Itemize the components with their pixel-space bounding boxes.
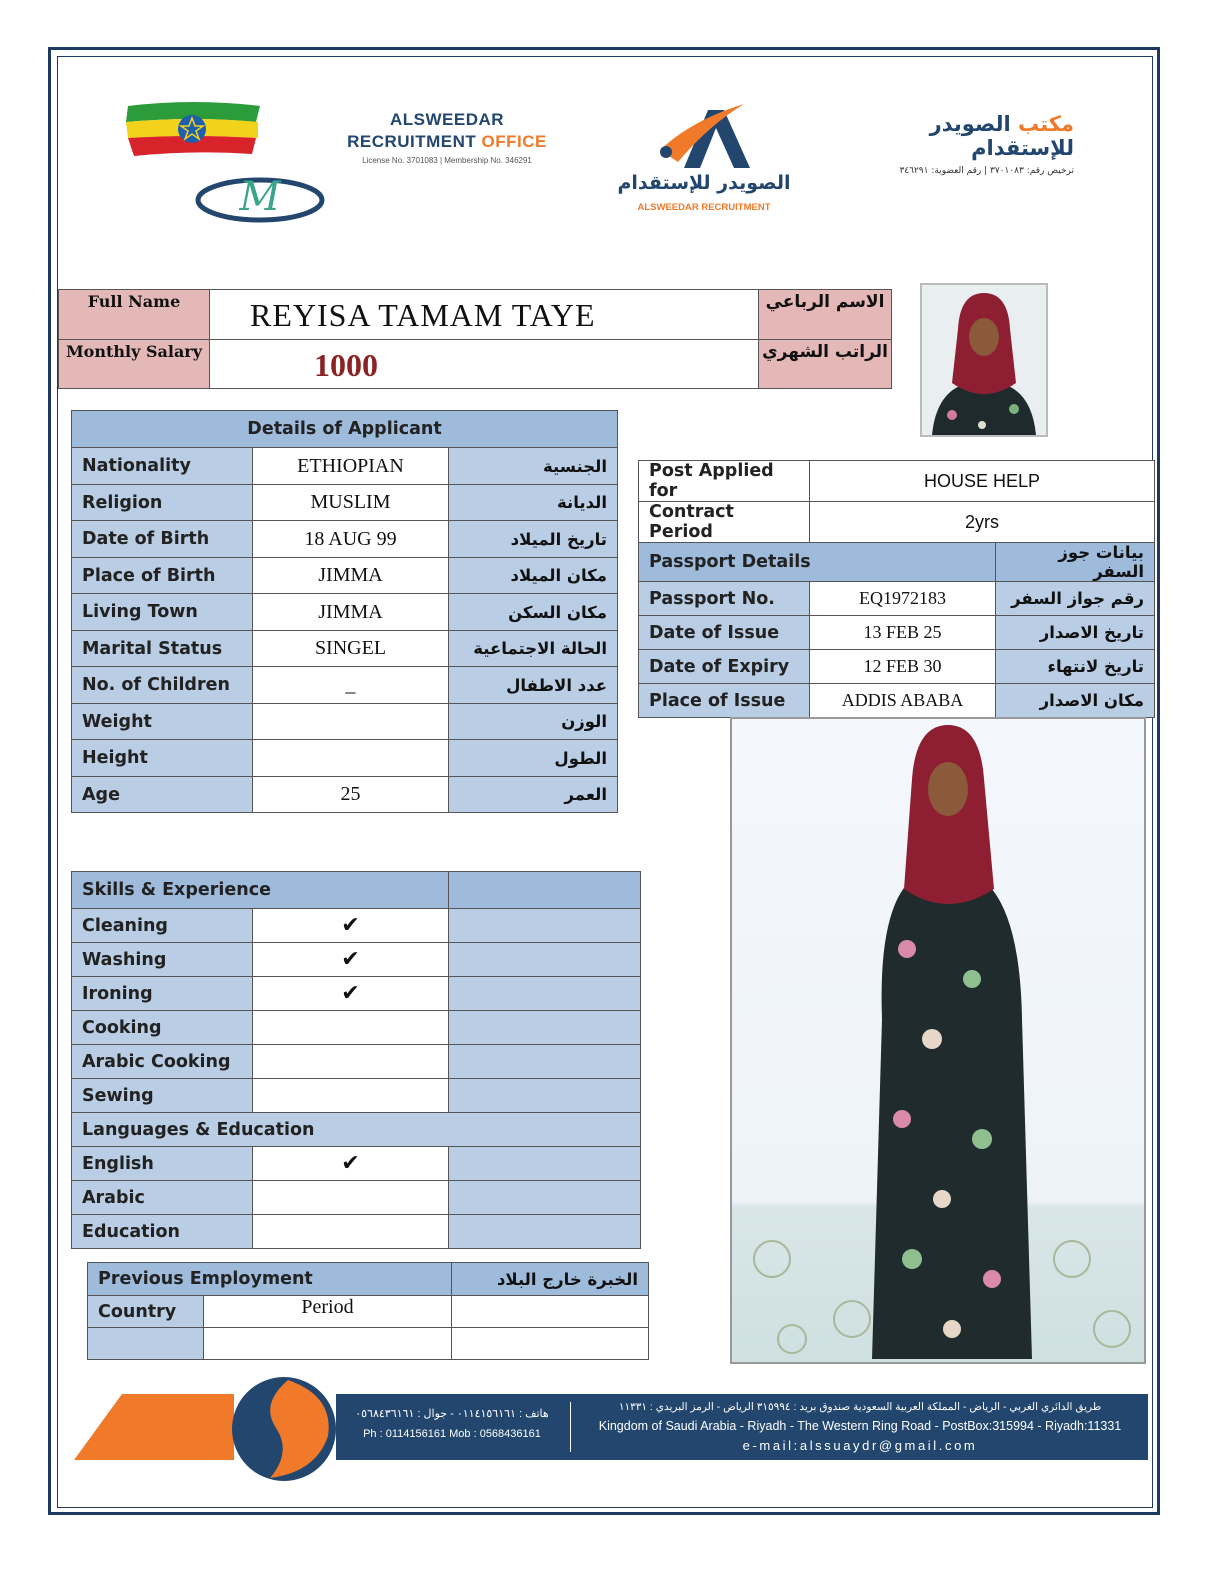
logo-english-text: ALSWEEDAR RECRUITMENT [637,202,771,213]
office-name-block [336,110,558,165]
employment-country-cell [88,1328,204,1360]
details-label: Marital Status [72,631,253,667]
checkmark-icon: ✔ [253,943,449,977]
language-row-arabic [72,1181,641,1215]
language-notes [449,1181,641,1215]
language-label: Education [72,1215,253,1249]
employment-blank-cell [452,1296,649,1328]
passport-row-expiry-date [639,650,1155,684]
details-title: Details of Applicant [72,411,618,448]
details-arabic-label: الوزن [449,704,618,740]
post-passport-table [638,460,1155,718]
monthly-salary-value: 1000 [209,339,759,389]
details-row-nationality [72,448,618,485]
footer-circle-logo-icon [230,1376,338,1482]
logo-arabic-text: الصويدر للإستقدام [617,172,791,194]
skill-label: Cooking [72,1011,253,1045]
checkmark-icon [253,1045,449,1079]
language-notes [449,1147,641,1181]
details-arabic-label: العمر [449,777,618,813]
a-logo-icon [612,100,796,172]
footer-phone-english: Ph : 0114156161 Mob : 0568436161 [363,1428,541,1440]
details-value: 25 [253,777,449,813]
details-label: Weight [72,704,253,740]
post-applied-value: HOUSE HELP [810,461,1155,502]
details-value: 18 AUG 99 [253,521,449,558]
details-value: MUSLIM [253,485,449,521]
passport-row-number [639,582,1155,616]
m-logo-letter: M [239,174,281,220]
post-applied-row [639,461,1155,502]
contract-period-row [639,502,1155,543]
full-name-arabic-label: الاسم الرباعي [758,289,892,340]
m-logo-icon [194,170,326,224]
details-arabic-label: تاريخ الميلاد [449,521,618,558]
details-row-living-town [72,594,618,631]
details-row-marital-status [72,631,618,667]
footer-divider [570,1402,571,1452]
skill-notes [449,909,641,943]
language-notes [449,1215,641,1249]
skill-label: Washing [72,943,253,977]
employment-title: Previous Employment [88,1263,452,1296]
employment-entry-row [88,1328,649,1360]
details-row-height [72,740,618,777]
full-name-label: Full Name [58,289,210,340]
skills-table [71,871,641,1249]
passport-arabic-label: تاريخ لانتهاء [996,650,1155,684]
details-arabic-label: مكان السكن [449,594,618,631]
skill-notes [449,1045,641,1079]
checkmark-icon: ✔ [253,909,449,943]
details-label: No. of Children [72,667,253,704]
passport-value: ADDIS ABABA [810,684,996,718]
skill-notes [449,1011,641,1045]
applicant-portrait-photo [920,283,1048,437]
office-name-line1: ALSWEEDAR [389,110,505,129]
skill-row-ironing [72,977,641,1011]
skill-notes [449,1079,641,1113]
checkmark-icon [253,1079,449,1113]
license-line: License No. 3701083 | Membership No. 346291 [362,156,532,165]
arabic-office-heading [822,112,1074,176]
portrait-figure-icon [922,285,1046,435]
contract-period-label: Contract Period [639,502,810,543]
details-label: Religion [72,485,253,521]
details-arabic-label: عدد الاطفال [449,667,618,704]
passport-arabic-label: مكان الاصدار [996,684,1155,718]
employment-header-row [88,1296,649,1328]
details-label: Nationality [72,448,253,485]
details-label: Date of Birth [72,521,253,558]
details-row-children [72,667,618,704]
language-label: English [72,1147,253,1181]
alsweedar-logo [612,100,796,218]
skill-notes [449,977,641,1011]
details-value: JIMMA [253,558,449,594]
period-label: Period [204,1296,452,1328]
details-value [253,704,449,740]
passport-label: Date of Expiry [639,650,810,684]
contract-period-value: 2yrs [810,502,1155,543]
details-arabic-label: الجنسية [449,448,618,485]
skill-notes [449,943,641,977]
skill-label: Sewing [72,1079,253,1113]
details-row-weight [72,704,618,740]
passport-arabic-label: تاريخ الاصدار [996,616,1155,650]
details-label: Place of Birth [72,558,253,594]
passport-row-issue-date [639,616,1155,650]
footer-email[interactable]: e-mail:alssuaydr@gmail.com [742,1438,978,1453]
details-value: ETHIOPIAN [253,448,449,485]
language-row-english [72,1147,641,1181]
arabic-license-line: ترخيص رقم: ٣٧٠١٠٨٣ | رقم العضوية: ٣٤٦٢٩١ [899,166,1074,176]
details-row-dob [72,521,618,558]
office-name-line2: RECRUITMENT OFFICE [347,132,547,151]
skill-label: Ironing [72,977,253,1011]
details-value: _ [253,667,449,704]
details-label: Height [72,740,253,777]
applicant-details-table [71,410,618,813]
passport-details-arabic-title: بيانات جوز السفر [996,543,1155,582]
footer-address-english: Kingdom of Saudi Arabia - Riyadh - The Western Ring Road - PostBox:315994 - Riyadh:11331 [598,1419,1122,1433]
skill-row-washing [72,943,641,977]
details-arabic-label: مكان الميلاد [449,558,618,594]
arabic-office-title: مكتب الصويدر للإستقدام [929,112,1074,160]
details-value [253,740,449,777]
details-row-religion [72,485,618,521]
footer-orange-shape [74,1394,234,1460]
full-body-figure-icon [732,719,1144,1362]
applicant-full-body-photo [730,717,1146,1364]
details-value: JIMMA [253,594,449,631]
passport-label: Place of Issue [639,684,810,718]
checkmark-icon [253,1011,449,1045]
skills-title-blank [449,872,641,909]
passport-value: 13 FEB 25 [810,616,996,650]
skill-row-arabic-cooking [72,1045,641,1079]
details-value: SINGEL [253,631,449,667]
footer-bar [336,1394,1148,1460]
details-label: Age [72,777,253,813]
skill-label: Cleaning [72,909,253,943]
checkmark-icon [253,1181,449,1215]
footer-phone-arabic: هاتف : ٠١١٤١٥٦١٦١ - جوال : ٠٥٦٨٤٣٦١٦١ [355,1408,549,1420]
details-row-age [72,777,618,813]
post-applied-label: Post Applied for [639,461,810,502]
checkmark-icon [253,1215,449,1249]
passport-value: EQ1972183 [810,582,996,616]
skills-title: Skills & Experience [72,872,449,909]
skill-row-cleaning [72,909,641,943]
ethiopia-flag-icon [124,100,264,158]
skill-label: Arabic Cooking [72,1045,253,1079]
monthly-salary-label: Monthly Salary [58,339,210,389]
passport-details-title: Passport Details [639,543,996,582]
details-arabic-label: الحالة الاجتماعية [449,631,618,667]
passport-row-place-of-issue [639,684,1155,718]
checkmark-icon: ✔ [253,977,449,1011]
monthly-salary-arabic-label: الراتب الشهري [758,339,892,389]
details-row-place-of-birth [72,558,618,594]
languages-title: Languages & Education [72,1113,641,1147]
passport-arabic-label: رقم جواز السفر [996,582,1155,616]
language-row-education [72,1215,641,1249]
passport-label: Date of Issue [639,616,810,650]
details-arabic-label: الطول [449,740,618,777]
footer-address-block [576,1398,1144,1455]
skill-row-cooking [72,1011,641,1045]
full-name-value: REYISA TAMAM TAYE [209,289,759,340]
details-label: Living Town [72,594,253,631]
skill-row-sewing [72,1079,641,1113]
passport-details-header [639,543,1155,582]
footer-phone-block [336,1404,568,1444]
employment-period-cell [204,1328,452,1360]
checkmark-icon: ✔ [253,1147,449,1181]
previous-employment-table [87,1262,649,1360]
language-label: Arabic [72,1181,253,1215]
passport-value: 12 FEB 30 [810,650,996,684]
employment-arabic-title: الخبرة خارج البلاد [452,1263,649,1296]
employment-extra-cell [452,1328,649,1360]
country-label: Country [88,1296,204,1328]
footer-address-arabic: طريق الدائري الغربي - الرياض - المملكة العربية السعودية صندوق بريد : ٣١٥٩٩٤ الرياض - الرمز البريدي : ١١٣٣١ [618,1401,1102,1413]
passport-label: Passport No. [639,582,810,616]
details-arabic-label: الديانة [449,485,618,521]
